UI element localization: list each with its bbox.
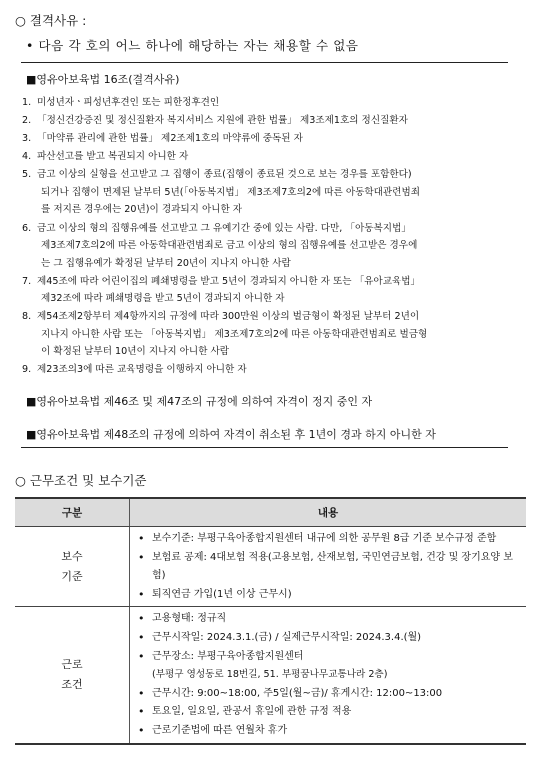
bullet-item: • 고용형태: 정규직: [138, 610, 526, 629]
item-text: 제45조에 따라 어린이집의 폐쇄명령을 받고 5년이 경과되지 아니한 자 또는 「유아교육법」: [37, 275, 421, 287]
item-number: 5.: [22, 169, 32, 181]
divider: [21, 447, 508, 448]
disqualification-item: [22, 130, 303, 148]
row-category-label: 조건: [61, 677, 83, 691]
bullet-item: • 근무시간: 9:00~18:00, 주5일(월~금)/ 휴게시간: 12:00~13:00: [138, 685, 526, 704]
row-category-label: 기준: [61, 569, 83, 583]
item-number: 3.: [22, 133, 32, 145]
item-number: 4.: [22, 151, 32, 163]
bullet-item: • 퇴직연금 가입(1년 이상 근무시): [138, 586, 526, 605]
item-text: 제54조제2항부터 제4항까지의 규정에 따라 300만원 이상의 벌금형이 확정된 날부터 2년이: [37, 311, 420, 323]
item-text-continued: 는 그 집행유예가 확정된 날부터 20년이 지나지 아니한 사람: [41, 257, 291, 269]
item-number: 1.: [22, 97, 32, 108]
law-title: ■영유아보육법 16조(결격사유): [26, 73, 180, 86]
disqualification-item: [22, 220, 417, 273]
work-heading: ○ 근무조건 및 보수기준: [15, 473, 147, 488]
law-46-47: ■영유아보육법 제46조 및 제47조의 규정에 의하여 자격이 정지 중인 자: [26, 395, 373, 408]
row-category-label: 근로: [61, 657, 83, 671]
bullet-item: • 근무시작일: 2024.3.1.(금) / 실제근무시작일: 2024.3.4.(월): [138, 629, 526, 648]
row-content: [130, 527, 527, 607]
divider: [21, 62, 508, 63]
item-text: 「정신건강증진 및 정신질환자 복지서비스 지원에 관한 법률」 제3조제1호의 정신질환자: [37, 115, 408, 127]
row-category: [15, 527, 130, 607]
bullet-item: • 토요일, 일요일, 관공서 휴일에 관한 규정 적용: [138, 703, 526, 722]
bullet-item: • 보수기준: 부평구육아종합지원센터 내규에 의한 공무원 8급 기준 보수규정 준함: [138, 530, 526, 549]
col-category: 구분: [15, 498, 130, 527]
bullet-item: • 근무장소: 부평구육아종합지원센터: [138, 648, 526, 667]
disqualification-item: [22, 94, 219, 112]
disqualification-item: [22, 308, 427, 361]
row-category: [15, 607, 130, 744]
disqualification-item: [22, 112, 408, 130]
item-text: 「마약류 관리에 관한 법률」 제2조제1호의 마약류에 중독된 자: [37, 133, 303, 145]
item-text-continued: 를 저지른 경우에는 20년)이 경과되지 아니한 자: [41, 204, 243, 216]
item-text: 파산선고를 받고 복권되지 아니한 자: [37, 151, 189, 163]
work-conditions-table: [15, 497, 526, 745]
item-text: 금고 이상의 실형을 선고받고 그 집행이 종료(집행이 종료된 것으로 보는 경우를 포함한다): [37, 169, 412, 181]
item-text-continued: 되거나 집행이 면제된 날부터 5년(「아동복지법」 제3조제7호의2에 따른 아동학대관련범죄: [41, 186, 420, 198]
item-number: 2.: [22, 115, 32, 127]
item-number: 8.: [22, 311, 32, 323]
item-text-continued: 지나지 아니한 사람 또는 「아동복지법」 제3조제7호의2에 따른 아동학대관련범죄로 벌금형: [41, 328, 428, 340]
disqualification-item: [22, 166, 420, 219]
row-content: [130, 607, 527, 744]
item-text: 미성년자ㆍ피성년후견인 또는 피한정후견인: [37, 97, 220, 108]
disqualification-item: [22, 361, 247, 379]
bullet-item: • 보험료 공제: 4대보험 적용(고용보험, 산재보험, 국민연금보험, 건강 및 장기요양 보험): [138, 549, 526, 586]
table-row: [15, 527, 526, 607]
disqualification-item: [22, 273, 420, 308]
disqualification-heading: ○ 결격사유 :: [15, 13, 87, 28]
col-content: 내용: [130, 498, 527, 527]
bullet-item: • 근로기준법에 따른 연월차 휴가: [138, 722, 526, 741]
table-row: [15, 607, 526, 744]
disqualification-intro: • 다음 각 호의 어느 하나에 해당하는 자는 채용할 수 없음: [26, 38, 359, 53]
item-text-continued: 제32조에 따라 폐쇄명령을 받고 5년이 경과되지 아니한 자: [41, 293, 285, 305]
item-text: 금고 이상의 형의 집행유예를 선고받고 그 유예기간 중에 있는 사람. 다만, 「아동복지법」: [37, 222, 411, 234]
item-text-continued: 이 확정된 날부터 10년이 지나지 아니한 사람: [41, 346, 230, 358]
disqualification-item: [22, 148, 188, 166]
item-text: 제23조의3에 따른 교육명령을 이행하지 아니한 자: [37, 364, 247, 376]
item-text-continued: 제3조제7호의2에 따른 아동학대관련범죄로 금고 이상의 형의 집행유예를 선고받은 경우에: [41, 240, 418, 251]
item-number: 7.: [22, 275, 32, 287]
row-category-label: 보수: [61, 549, 83, 563]
bullet-subtext: (부평구 영성동로 18번길, 51. 부평꿈나무교통나라 2층): [152, 669, 388, 681]
item-number: 6.: [22, 222, 32, 234]
law-48: ■영유아보육법 제48조의 규정에 의하여 자격이 취소된 후 1년이 경과 하지 아니한 자: [26, 428, 436, 441]
item-number: 9.: [22, 364, 32, 376]
